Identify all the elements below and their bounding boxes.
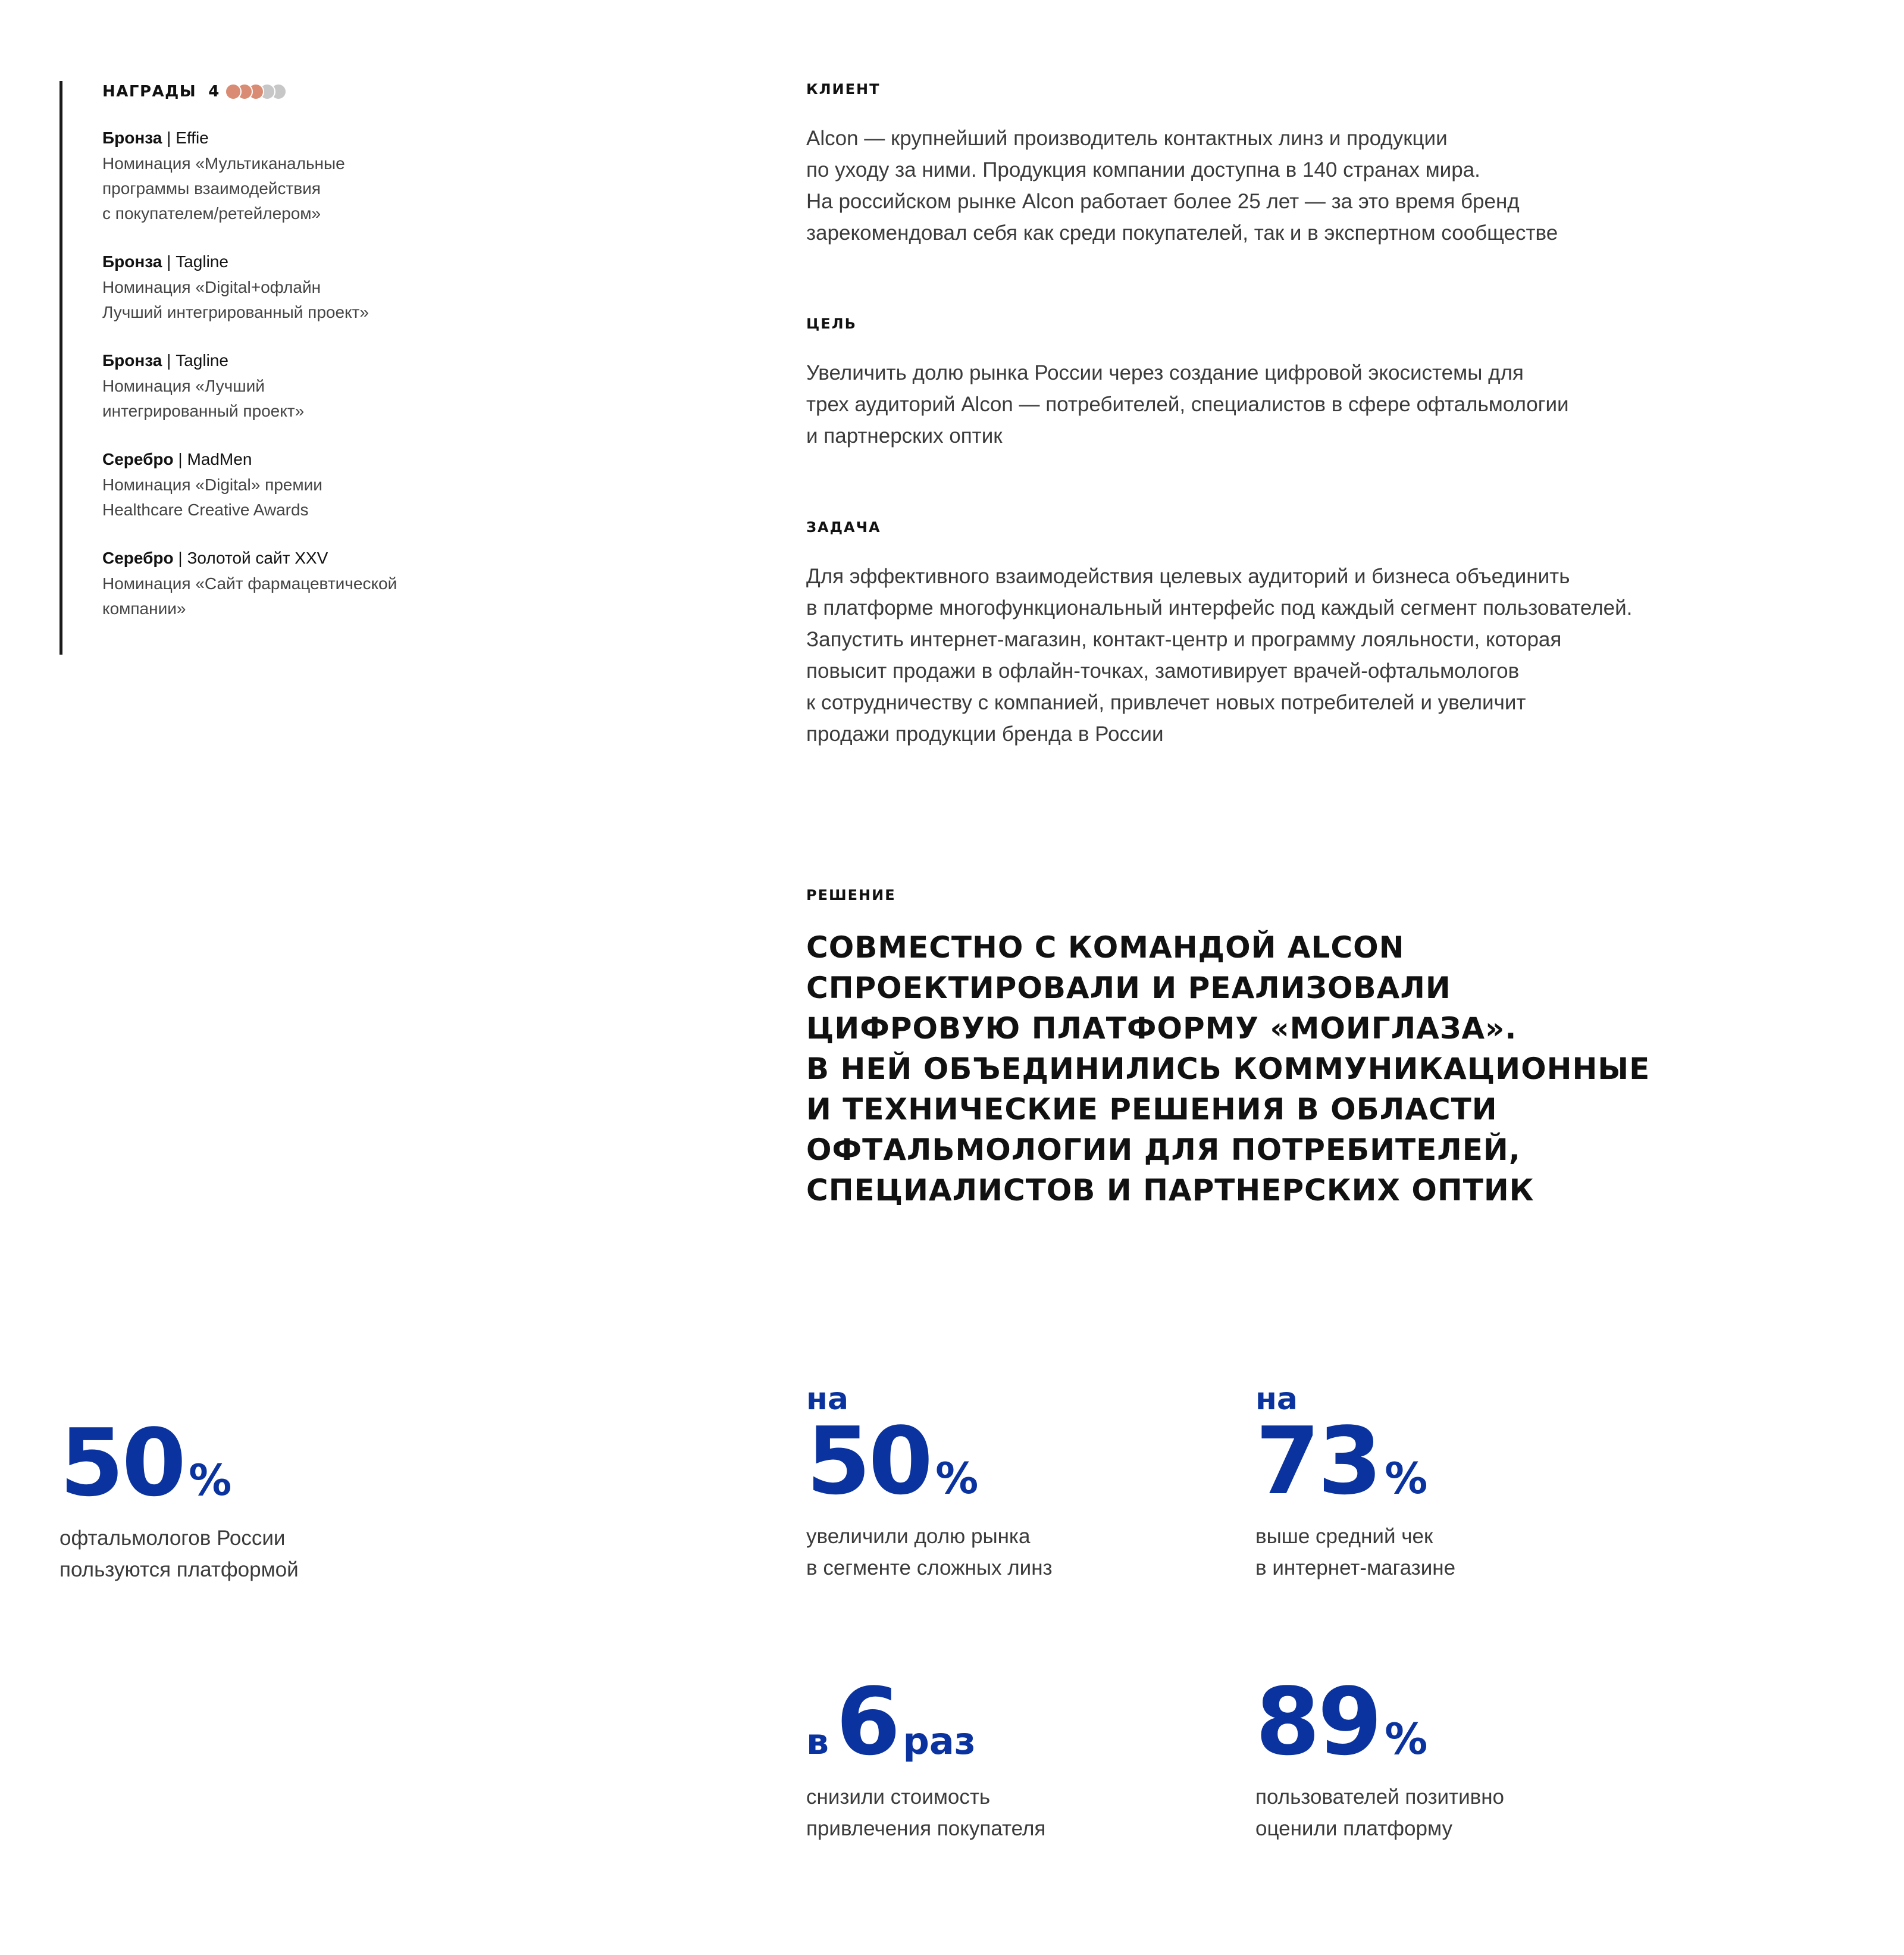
medals-icon (225, 83, 281, 100)
award-title (102, 125, 595, 151)
award-nomination: Номинация «Сайт фармацевтической компании» (102, 574, 397, 618)
stat-market-share (806, 1381, 1053, 1584)
award-level: Бронза (102, 351, 162, 370)
award-item (102, 348, 595, 424)
award-event: Золотой сайт XXV (187, 549, 328, 567)
stat-description: пользователей позитивно оценили платформу (1255, 1785, 1505, 1840)
award-level: Бронза (102, 252, 162, 271)
awards-header (102, 81, 595, 102)
stat-description: офтальмологов России пользуются платформой (60, 1527, 299, 1581)
stat-average-check (1255, 1381, 1456, 1584)
award-separator: | (162, 351, 176, 370)
stat-description: увеличили долю рынка в сегменте сложных линз (806, 1525, 1053, 1579)
award-nomination: Номинация «Digital» премии Healthcare Creative Awards (102, 476, 322, 519)
stat-prefix: на (806, 1381, 849, 1417)
goal-section (806, 315, 1758, 452)
task-text: Для эффективного взаимодействия целевых аудиторий и бизнеса объединить в платформе многофункциональный интерфейс под каждый сегмент пользователей. Запустить интернет-магазин, контакт-центр и программу лояльности, которая повысит продажи в офлайн-точках, замотивирует врачей-офтальмологов к сотрудничеству с компанией, привлечет новых потребителей и увеличит продажи продукции бренда в России (806, 565, 1633, 746)
stat-number: 6 (835, 1668, 898, 1776)
stat-number: 89 (1255, 1668, 1380, 1776)
stat-value-row (806, 1407, 1053, 1515)
award-nomination: Номинация «Лучший интегрированный проект» (102, 377, 305, 420)
stat-description: снизили стоимость привлечения покупателя (806, 1785, 1046, 1840)
stat-value-row (806, 1668, 1045, 1776)
stat-number: 50 (806, 1407, 931, 1515)
award-item (102, 125, 595, 226)
stat-value-row (1255, 1407, 1455, 1515)
award-list (102, 125, 595, 621)
solution-section (806, 887, 1758, 1210)
stat-value-row (1255, 1668, 1504, 1776)
stat-unit: раз (903, 1719, 976, 1763)
client-text: Alcon — крупнейший производитель контактных линз и продукции по уходу за ними. Продукция компании доступна в 140 странах мира. На российском рынке Alcon работает более 25 лет — за это время бренд зарекомендовал себя как среди покупателей, так и в экспертном сообществе (806, 127, 1558, 245)
award-item (102, 249, 595, 325)
award-level: Серебро (102, 450, 174, 468)
award-title (102, 249, 595, 275)
award-separator: | (162, 252, 176, 271)
solution-text: СОВМЕСТНО С КОМАНДОЙ ALCON СПРОЕКТИРОВАЛИ И РЕАЛИЗОВАЛИ ЦИФРОВУЮ ПЛАТФОРМУ «МОИГЛАЗА». В НЕЙ ОБЪЕДИНИЛИСЬ КОММУНИКАЦИОННЫЕ И ТЕХНИЧЕСКИЕ РЕШЕНИЯ В ОБЛАСТИ ОФТАЛЬМОЛОГИИ ДЛЯ ПОТРЕБИТЕЛЕЙ, СПЕЦИАЛИСТОВ И ПАРТНЕРСКИХ ОПТИК (806, 930, 1651, 1208)
task-section (806, 519, 1758, 750)
award-title (102, 348, 595, 374)
stat-user-satisfaction (1255, 1668, 1505, 1844)
task-label: ЗАДАЧА (806, 519, 881, 536)
stat-prefix: на (1255, 1381, 1298, 1417)
stat-unit: % (189, 1455, 232, 1505)
goal-label: ЦЕЛЬ (806, 315, 857, 332)
stat-number: 50 (60, 1409, 184, 1517)
award-separator: | (162, 129, 176, 147)
award-nomination: Номинация «Мультиканальные программы взаимодействия с покупателем/ретейлером» (102, 154, 345, 223)
stat-unit: % (935, 1453, 979, 1503)
awards-title: НАГРАДЫ (102, 83, 197, 101)
award-separator: | (173, 549, 187, 567)
award-separator: | (173, 450, 187, 468)
stat-prefix: в (806, 1721, 829, 1763)
stat-number: 73 (1255, 1407, 1380, 1515)
award-item (102, 446, 595, 523)
award-nomination: Номинация «Digital+офлайн Лучший интегрированный проект» (102, 278, 369, 321)
stat-ophthalmologists (60, 1409, 299, 1585)
award-event: MadMen (187, 450, 252, 468)
goal-text: Увеличить долю рынка России через создание цифровой экосистемы для трех аудиторий Alcon — потребителей, специалистов в сфере офтальмологии и партнерских оптик (806, 361, 1569, 448)
client-section (806, 81, 1758, 249)
stat-unit: % (1385, 1453, 1428, 1503)
award-title (102, 446, 595, 473)
award-title (102, 545, 595, 571)
stat-acquisition-cost (806, 1668, 1046, 1844)
solution-label: РЕШЕНИЕ (806, 887, 896, 903)
stat-description: выше средний чек в интернет-магазине (1255, 1525, 1456, 1579)
award-item (102, 545, 595, 621)
award-level: Серебро (102, 549, 174, 567)
stat-value-row (60, 1409, 299, 1517)
stat-unit: % (1385, 1714, 1428, 1764)
award-event: Tagline (176, 252, 228, 271)
award-level: Бронза (102, 129, 162, 147)
awards-count: 4 (208, 83, 220, 101)
client-label: КЛИЕНТ (806, 81, 881, 98)
award-event: Effie (176, 129, 209, 147)
award-event: Tagline (176, 351, 228, 370)
awards-panel (60, 81, 595, 655)
